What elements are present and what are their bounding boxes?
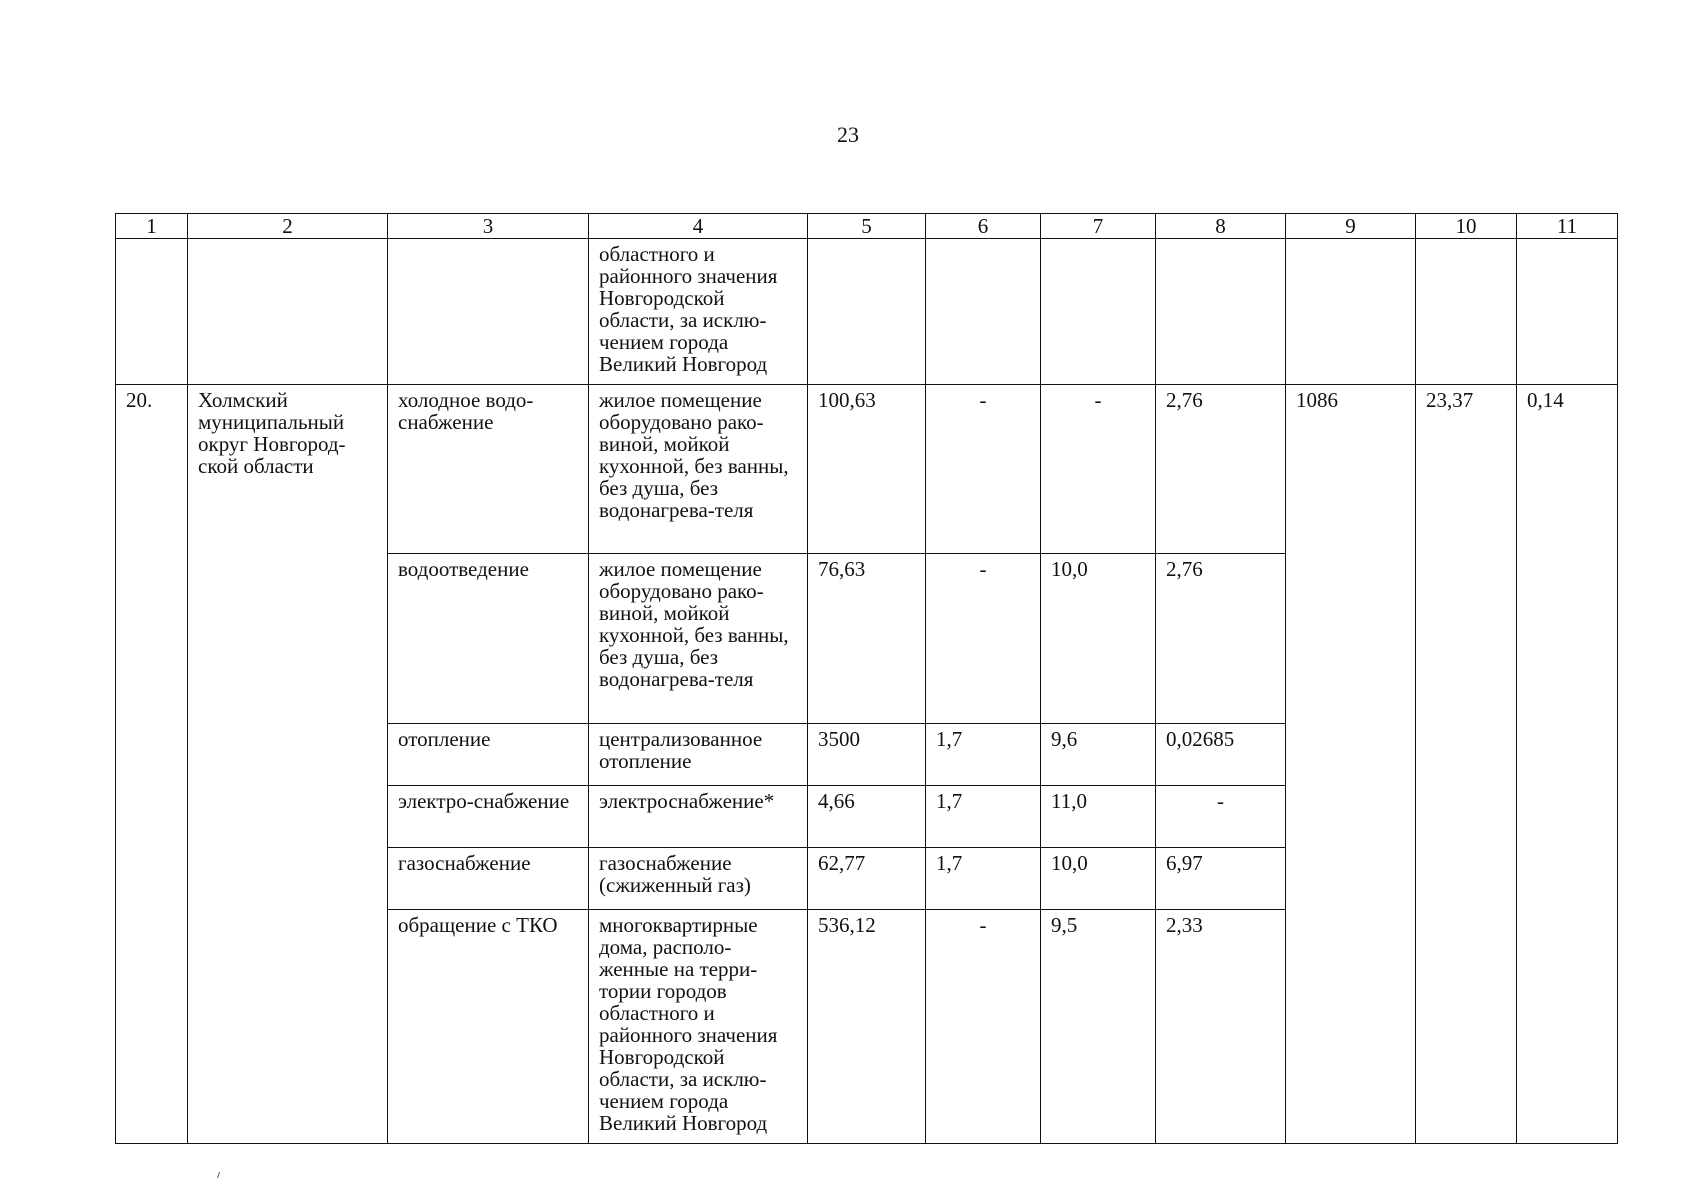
header-cell: 6 bbox=[926, 214, 1041, 239]
value-cell-11: 0,14 bbox=[1517, 385, 1618, 1144]
header-cell: 7 bbox=[1041, 214, 1156, 239]
service-cell: отопление bbox=[388, 724, 589, 786]
header-cell: 8 bbox=[1156, 214, 1286, 239]
value-cell-5: 100,63 bbox=[808, 385, 926, 554]
header-cell: 1 bbox=[116, 214, 188, 239]
empty-cell bbox=[808, 239, 926, 385]
service-cell: электро-снабжение bbox=[388, 786, 589, 848]
value-cell-7: 9,6 bbox=[1041, 724, 1156, 786]
empty-cell bbox=[926, 239, 1041, 385]
header-cell: 9 bbox=[1286, 214, 1416, 239]
description-cell: многоквартирные дома, располо-женные на терри-тории городов областного и районного значения Новгородской области, за исклю-чением города Великий Новгород bbox=[589, 910, 808, 1144]
value-cell-7: 10,0 bbox=[1041, 554, 1156, 724]
municipality-name: Холмский муниципальный округ Новгород-ской области bbox=[188, 385, 388, 1144]
value-cell-5: 62,77 bbox=[808, 848, 926, 910]
description-cell: жилое помещение оборудовано рако-виной, мойкой кухонной, без ванны, без душа, без водонагрева-теля bbox=[589, 385, 808, 554]
header-cell: 4 bbox=[589, 214, 808, 239]
description-cell: областного и районного значения Новгородской области, за исклю-чением города Великий Новгород bbox=[589, 239, 808, 385]
value-cell-10: 23,37 bbox=[1416, 385, 1517, 1144]
value-cell-8: 2,33 bbox=[1156, 910, 1286, 1144]
value-cell-7: 9,5 bbox=[1041, 910, 1156, 1144]
description-cell: централизованное отопление bbox=[589, 724, 808, 786]
value-cell-8: - bbox=[1156, 786, 1286, 848]
value-cell-6: - bbox=[926, 910, 1041, 1144]
empty-cell bbox=[1041, 239, 1156, 385]
value-cell-5: 4,66 bbox=[808, 786, 926, 848]
description-cell: электроснабжение* bbox=[589, 786, 808, 848]
value-cell-7: 11,0 bbox=[1041, 786, 1156, 848]
value-cell-6: 1,7 bbox=[926, 848, 1041, 910]
description-cell: газоснабжение (сжиженный газ) bbox=[589, 848, 808, 910]
header-cell: 10 bbox=[1416, 214, 1517, 239]
value-cell-8: 2,76 bbox=[1156, 554, 1286, 724]
value-cell-7: 10,0 bbox=[1041, 848, 1156, 910]
service-cell: обращение с ТКО bbox=[388, 910, 589, 1144]
value-cell-6: - bbox=[926, 385, 1041, 554]
empty-cell bbox=[388, 239, 589, 385]
header-cell: 11 bbox=[1517, 214, 1618, 239]
value-cell-8: 0,02685 bbox=[1156, 724, 1286, 786]
service-cell: холодное водо-снабжение bbox=[388, 385, 589, 554]
header-cell: 5 bbox=[808, 214, 926, 239]
value-cell-5: 3500 bbox=[808, 724, 926, 786]
service-cell: газоснабжение bbox=[388, 848, 589, 910]
header-row bbox=[116, 214, 1618, 239]
value-cell-8: 2,76 bbox=[1156, 385, 1286, 554]
continuation-row bbox=[116, 239, 1618, 385]
empty-cell bbox=[188, 239, 388, 385]
empty-cell bbox=[1286, 239, 1416, 385]
value-cell-5: 536,12 bbox=[808, 910, 926, 1144]
table-row bbox=[116, 385, 1618, 554]
empty-cell bbox=[1416, 239, 1517, 385]
page-number: 23 bbox=[837, 122, 859, 147]
empty-cell bbox=[116, 239, 188, 385]
description-cell: жилое помещение оборудовано рако-виной, мойкой кухонной, без ванны, без душа, без водонагрева-теля bbox=[589, 554, 808, 724]
value-cell-7: - bbox=[1041, 385, 1156, 554]
value-cell-6: 1,7 bbox=[926, 724, 1041, 786]
value-cell-9: 1086 bbox=[1286, 385, 1416, 1144]
header-cell: 3 bbox=[388, 214, 589, 239]
empty-cell bbox=[1156, 239, 1286, 385]
value-cell-6: 1,7 bbox=[926, 786, 1041, 848]
empty-cell bbox=[1517, 239, 1618, 385]
value-cell-6: - bbox=[926, 554, 1041, 724]
scan-artifact bbox=[217, 1172, 223, 1178]
entry-number: 20. bbox=[116, 385, 188, 1144]
tariff-table bbox=[115, 213, 1618, 1144]
value-cell-8: 6,97 bbox=[1156, 848, 1286, 910]
value-cell-5: 76,63 bbox=[808, 554, 926, 724]
header-cell: 2 bbox=[188, 214, 388, 239]
service-cell: водоотведение bbox=[388, 554, 589, 724]
